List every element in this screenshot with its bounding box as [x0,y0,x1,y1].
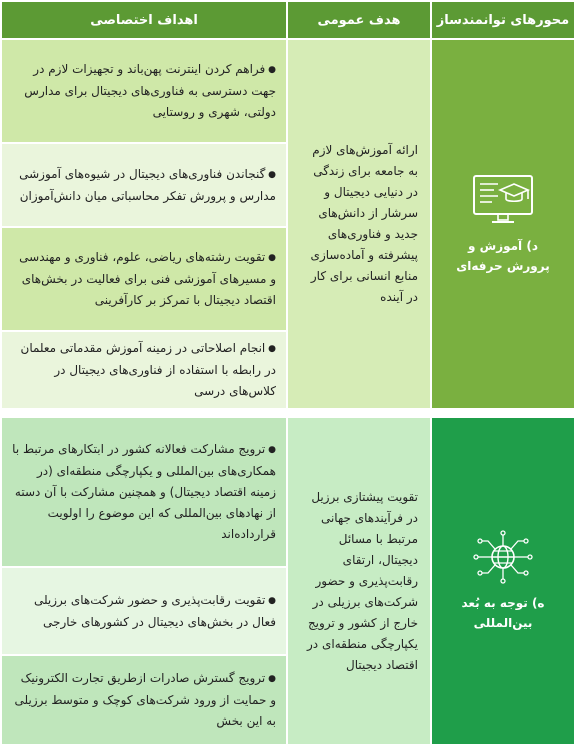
objective-item: ● گنجاندن فناوری‌های دیجیتال در شیوه‌های آموزشی مدارس و پرورش تفکر محاسباتی میان دانش‌آموزان [2,144,286,226]
header-general-goal: هدف عمومی [288,2,430,38]
header-axis: محورهای توانمندساز [432,2,574,38]
objective-item: ● تقویت رشته‌های ریاضی، علوم، فناوری و مهندسی و مسیرهای آموزشی فنی برای فعالیت در بخش‌های اقتصاد دیجیتال با تمرکز بر کارآفرینی [2,228,286,330]
graduation-monitor-icon [468,172,538,228]
objectives-international [2,418,286,744]
general-goal-education: ارائه آموزش‌های لازم به جامعه برای زندگی در دنیایی دیجیتال و سرشار از دانش‌های جدید و فناوری‌های پیشرفته و آماده‌سازی منابع انسانی برای کار در آینده [310,143,418,304]
section-education [2,40,574,408]
header-specific-goals: اهداف اختصاصی [2,2,286,38]
objective-item: ● تقویت رقابت‌پذیری و حضور شرکت‌های برزیلی فعال در بخش‌های دیجیتال در کشورهای خارجی [2,568,286,654]
axis-label-international: ه) توجه به بُعد بین‌المللی [461,596,545,630]
general-goal-cell-education [288,40,430,408]
general-goal-cell-international [288,418,430,744]
objective-item: ● فراهم کردن اینترنت پهن‌باند و تجهیزات لازم در جهت دسترسی به فناوری‌های دیجیتال برای مدارس دولتی، شهری و روستایی [2,40,286,142]
general-goal-international: تقویت پیشتازی برزیل در فرآیندهای جهانی مرتبط با مسائل دیجیتال، ارتقای رقابت‌پذیری و حضور شرکت‌های برزیلی در خارج از کشور و ترویج یکپارچگی منطقه‌ای در اقتصاد دیجیتال [307,489,418,672]
objective-item: ● ترویج مشارکت فعالانه کشور در ابتکارهای مرتبط با همکاری‌های بین‌المللی و یکپارچگی منطقه‌ای (در زمینه اقتصاد دیجیتال) و همچنین مشارکت با آن دسته از نهادهای بین‌المللی که این موضوع را اولویت قرارداده‌اند [2,418,286,566]
axis-label-education: د) آموزش و پرورش حرفه‌ای [456,239,550,273]
axis-cell-education [432,40,574,408]
objective-item: ● انجام اصلاحاتی در زمینه آموزش مقدماتی معلمان در رابطه با استفاده از فناوری‌های دیجیتال در کلاس‌های درسی [2,332,286,408]
globe-network-icon [468,529,538,585]
objectives-education [2,40,286,408]
axis-cell-international [432,418,574,744]
objective-item: ● ترویج گسترش صادرات ازطریق تجارت الکترونیک و حمایت از ورود شرکت‌های کوچک و متوسط برزیلی به این بخش [2,656,286,744]
enablers-table [2,2,574,744]
section-international [2,418,574,744]
